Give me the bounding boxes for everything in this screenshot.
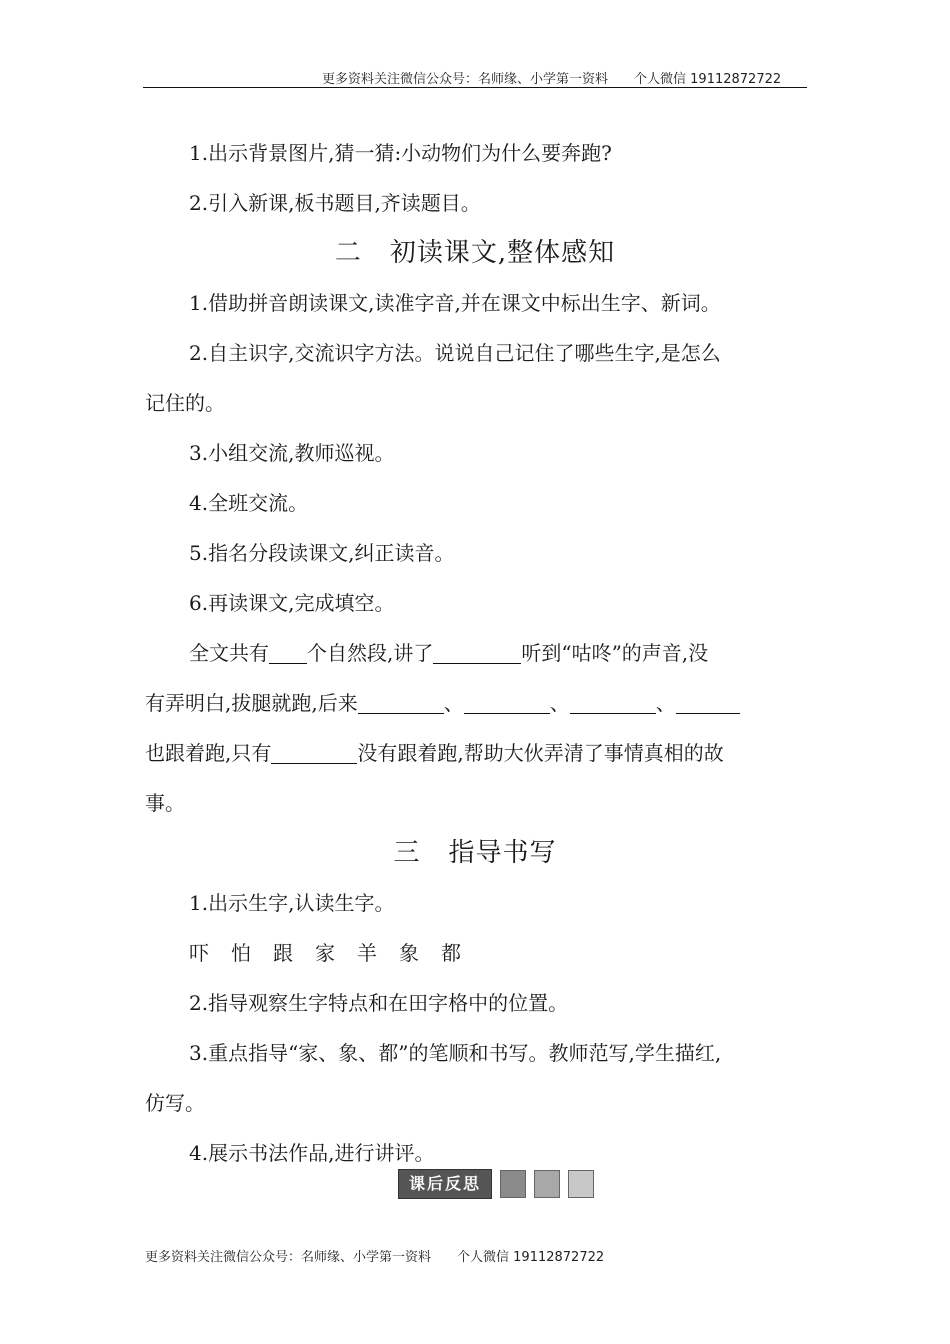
step-line: 仿写。 — [145, 1091, 205, 1115]
step-line: 2.引入新课,板书题目,齐读题目。 — [189, 191, 481, 215]
new-characters — [145, 928, 805, 978]
step-line: 2.指导观察生字特点和在田字格中的位置。 — [189, 991, 569, 1015]
answer-blank — [271, 741, 357, 764]
fill-text: 、 — [655, 691, 676, 715]
page-header — [322, 68, 781, 87]
step-line: 4.展示书法作品,进行讲评。 — [189, 1141, 435, 1165]
fill-text: 、 — [443, 691, 464, 715]
badge-label: 课后反思 — [398, 1169, 492, 1199]
badge-square — [534, 1170, 560, 1198]
section-number: 二 — [334, 238, 362, 268]
step-line: 6.再读课文,完成填空。 — [189, 591, 395, 615]
new-character: 都 — [441, 941, 461, 965]
step-line: 5.指名分段读课文,纠正读音。 — [189, 541, 455, 565]
page-footer — [145, 1246, 604, 1265]
section-title: 初读课文,整体感知 — [389, 238, 616, 268]
footer-text: 更多资料关注微信公众号：名师缘、小学第一资料 — [145, 1250, 432, 1265]
fill-blank-line — [145, 628, 805, 678]
step-line: 记住的。 — [145, 391, 225, 415]
step-line: 1.出示背景图片,猜一猜:小动物们为什么要奔跑? — [189, 141, 612, 165]
step-line: 2.自主识字,交流识字方法。说说自己记住了哪些生字,是怎么 — [189, 341, 721, 365]
step-line: 3.重点指导“家、象、都”的笔顺和书写。教师范写,学生描红, — [189, 1041, 722, 1065]
fill-text: 听到“咕咚”的声音,没 — [521, 641, 709, 665]
new-character: 羊 — [357, 941, 377, 965]
fill-text: 个自然段,讲了 — [307, 641, 434, 665]
section-title: 指导书写 — [448, 838, 557, 868]
answer-blank — [464, 691, 550, 714]
answer-blank — [269, 641, 307, 664]
section-heading-2 — [145, 228, 805, 278]
new-character: 吓 — [189, 941, 209, 965]
step-line: 1.出示生字,认读生字。 — [189, 891, 395, 915]
fill-blank-line — [145, 728, 805, 778]
answer-blank — [570, 691, 656, 714]
step-line: 4.全班交流。 — [189, 491, 309, 515]
answer-blank — [358, 691, 444, 714]
lesson-content — [145, 128, 805, 1178]
fill-text: 有弄明白,拔腿就跑,后来 — [145, 691, 358, 715]
fill-text: 没有跟着跑,帮助大伙弄清了事情真相的故 — [357, 741, 724, 765]
header-divider — [143, 87, 807, 88]
section-number: 三 — [393, 838, 421, 868]
header-text: 更多资料关注微信公众号：名师缘、小学第一资料 — [322, 72, 609, 87]
new-character: 跟 — [273, 941, 293, 965]
section-heading-3 — [145, 828, 805, 878]
header-wechat: 个人微信 19112872722 — [634, 72, 782, 87]
new-character: 家 — [315, 941, 335, 965]
fill-blank-line — [145, 678, 805, 728]
reflection-badge — [398, 1169, 594, 1199]
badge-square — [500, 1170, 526, 1198]
fill-text: 、 — [549, 691, 570, 715]
answer-blank — [676, 691, 740, 714]
fill-text: 也跟着跑,只有 — [145, 741, 272, 765]
answer-blank — [433, 641, 521, 664]
step-line: 3.小组交流,教师巡视。 — [189, 441, 395, 465]
new-character: 怕 — [231, 941, 251, 965]
step-line: 1.借助拼音朗读课文,读准字音,并在课文中标出生字、新词。 — [189, 291, 721, 315]
footer-wechat: 个人微信 19112872722 — [457, 1250, 605, 1265]
badge-square — [568, 1170, 594, 1198]
new-character: 象 — [399, 941, 419, 965]
fill-blank-line: 事。 — [145, 791, 185, 815]
fill-text: 全文共有 — [189, 641, 269, 665]
